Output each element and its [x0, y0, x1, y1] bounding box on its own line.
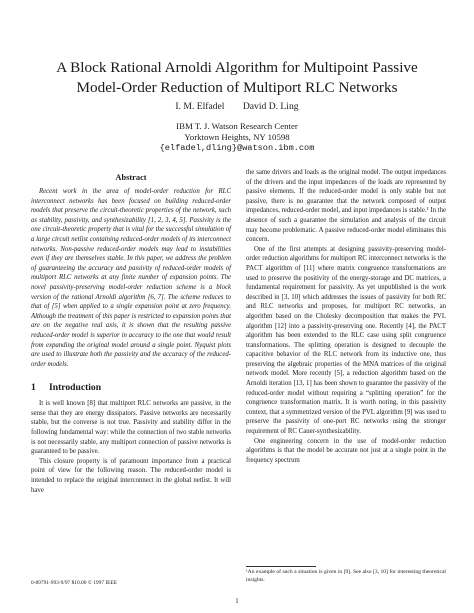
- section-title: Introduction: [49, 382, 102, 394]
- title-line-2: Model-Order Reduction of Multiport RLC Networks: [76, 79, 398, 96]
- title-line-1: A Block Rational Arnoldi Algorithm for Multipoint Passive: [56, 59, 418, 76]
- address: Yorktown Heights, NY 10598: [184, 132, 290, 142]
- body-paragraph: One engineering concern in the use of model-order reduction algorithms is that the model be accurate not just at a single point in the frequency spectrum: [246, 437, 446, 464]
- footnote: ¹An example of such a situation is given in [9]. See also [3, 10] for interesting theoretical insights.: [246, 569, 446, 583]
- left-column: [31, 172, 231, 495]
- author-name: I. M. Elfadel: [175, 101, 225, 112]
- affiliation: IBM T. J. Watson Research Center: [176, 121, 298, 131]
- copyright-notice: 0-89791-993-9/97 $10.00 © 1997 IEEE: [31, 580, 117, 586]
- email: {elfadel,dling}@watson.ibm.com: [159, 143, 315, 153]
- section-heading: [31, 382, 231, 394]
- author-name: David D. Ling: [242, 101, 299, 112]
- right-column: [246, 168, 446, 465]
- affiliation-block: [20, 121, 454, 154]
- author-list: [20, 101, 454, 113]
- abstract-heading: Abstract: [115, 173, 147, 182]
- body-paragraph: This closure property is of paramount importance from a practical point of view for the following reason. The reduced-order model is intended to replace the original interconnect in the global netlist. It will have: [31, 457, 231, 494]
- body-paragraph: It is well known [8] that multiport RLC networks are passive, in the sense that they are energy dissipators. Passive networks are necessarily stable, but the converse is not true. Passivity and stability differ in the following fundamental way: while the connection of two stable networks is not necessarily stable, any multiport connection of passive networks is guaranteed to be passive.: [31, 400, 231, 456]
- section-number: 1: [31, 382, 36, 394]
- abstract-text: Recent work in the area of model-order reduction for RLC interconnect networks has been focused on building reduced-order models that preserve the circuit-theoretic properties of the network, such as stability, passivity, and synthesizability [1, 2, 3, 4, 5]. Passivity is the one circuit-theoretic property that is vital for the successful simulation of a large circuit netlist containing reduced-order models of its interconnect networks. Non-passive reduced-order models may lead to instabilities even if they are themselves stable. In this paper, we address the problem of guaranteeing the accuracy and passivity of reduced-order models of multiport RLC networks at any finite number of expansion points. The novel passivity-preserving model-order reduction scheme is a block version of the rational Arnoldi algorithm [6, 7]. The scheme reduces to that of [5] when applied to a single expansion point at zero frequency. Although the treatment of this paper is restricted to expansion points that are on the negative real axis, it is shown that the resulting passive reduced-order model is superior in accuracy to the one that would result from expanding the original model around a single point. Nyquist plots are used to illustrate both the passivity and the accuracy of the reduced-order models.: [31, 188, 231, 368]
- paper-title: [20, 58, 454, 98]
- body-paragraph: One of the first attempts at designing passivity-preserving model-order reduction algorithms for multiport RC interconnect networks is the PACT algorithm of [11] where matrix congruence transformations are used to preserve the positivity of the energy-storage and DC matrices, a fundamental requirement for passivity. As yet unpublished is the work described in [3, 10] which addresses the issues of passivity for both RC and RLC networks and proposes, for multiport RC networks, an algorithm based on the Cholesky decomposition that makes the PVL algorithm [12] into a passivity-preserving one. Recently [4], the PACT algorithm has been extended to the RLC case using split congruence transformations. The splitting operation is designed to decouple the capacitive behavior of the RLC network from its inductive one, thus preserving the algebraic properties of the MNA matrices of the original network model. More recently [5], a reduction algorithm based on the Arnoldi iteration [13, 1] has been shown to guarantee the passivity of the reduced-order model without requiring a “splitting operation” for the congruence transformation matrix. It is worth noting, in this passivity context, that a symmetrized version of the PVL algorithm [9] was used to preserve the passivity of one-port RC networks using the stronger requirement of RC Cauer-synthesizability.: [246, 245, 446, 436]
- footnote-rule: [246, 566, 316, 567]
- page-number: 1: [235, 598, 239, 605]
- body-paragraph: the same drivers and loads as the original model. The output impedances of the drivers and the input impedances of the loads are represented by passive elements. If the reduced-order model is only stable but not passive, there is no guarantee that the network composed of output impedances, reduced-order model, and input impedances is stable.¹ In the absence of such a guarantee the simulation and analysis of the circuit may become problematic. A passive reduced-order model eliminates this concern.: [246, 169, 446, 244]
